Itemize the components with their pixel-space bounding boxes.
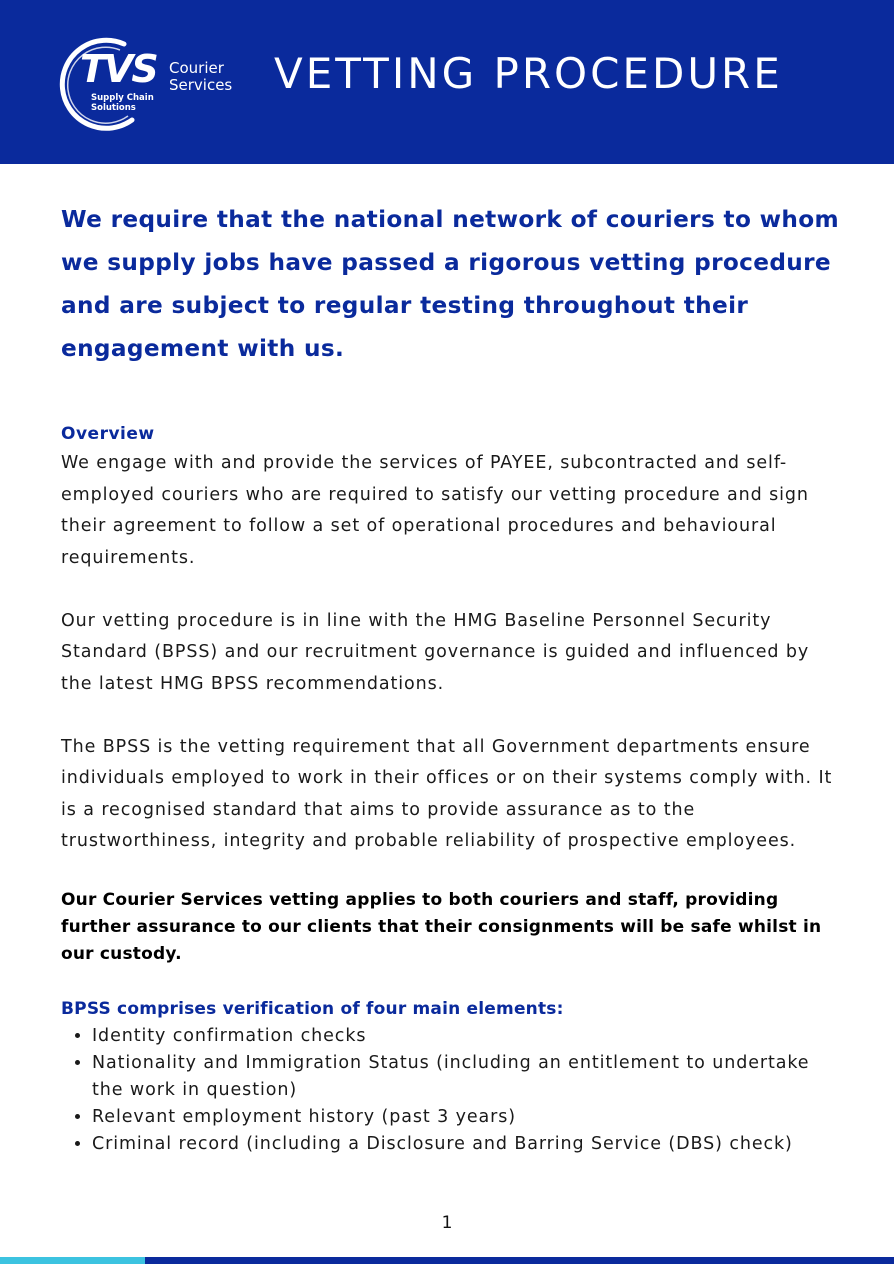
page-header xyxy=(0,0,894,164)
overview-paragraph-1: We engage with and provide the services of PAYEE, subcontracted and self-employed couriers who are required to satisfy our vetting procedure and sign their agreement to follow a set of operational procedures and behavioural requirements. xyxy=(61,453,809,568)
logo-mark: TVS xyxy=(80,47,157,91)
logo-brand-text xyxy=(169,60,259,94)
overview-heading: Overview xyxy=(61,424,155,444)
document-title: VETTING PROCEDURE xyxy=(274,49,783,98)
list-item: • Nationality and Immigration Status (including an entitlement to undertake the work in question) xyxy=(92,1050,841,1104)
list-item: • Relevant employment history (past 3 years) xyxy=(92,1104,841,1131)
document-body xyxy=(61,198,841,1158)
overview-paragraph-3: The BPSS is the vetting requirement that all Government departments ensure individuals employed to work in their offices or on their systems comply with. It is a recognised standard that aims to provide assurance as to the trustworthiness, integrity and probable reliability of prospective employees. xyxy=(61,736,833,851)
footer-bar xyxy=(145,1257,894,1264)
lead-statement: We require that the national network of couriers to whom we supply jobs have passed a rigorous vetting procedure and are subject to regular testing throughout their engagement with us. xyxy=(61,206,840,362)
logo-brand-line1: Courier xyxy=(169,59,224,77)
page-number: 1 xyxy=(441,1213,453,1233)
footer-accent-bar xyxy=(0,1257,145,1264)
list-item: • Identity confirmation checks xyxy=(92,1023,841,1050)
bpss-list xyxy=(61,1023,841,1158)
bpss-heading: BPSS comprises verification of four main elements: xyxy=(61,998,564,1019)
logo-brand-line2: Services xyxy=(169,76,233,94)
overview-paragraph-2: Our vetting procedure is in line with the HMG Baseline Personnel Security Standard (BPSS) and our recruitment governance is guided and influenced by the latest HMG BPSS recommendations. xyxy=(61,610,810,694)
logo-subtitle: Supply Chain Solutions xyxy=(91,93,154,113)
assurance-statement: Our Courier Services vetting applies to both couriers and staff, providing further assurance to our clients that their consignments will be safe whilst in our custody. xyxy=(61,889,822,964)
list-item: • Criminal record (including a Disclosure and Barring Service (DBS) check) xyxy=(92,1131,841,1158)
tvs-logo xyxy=(54,36,254,132)
